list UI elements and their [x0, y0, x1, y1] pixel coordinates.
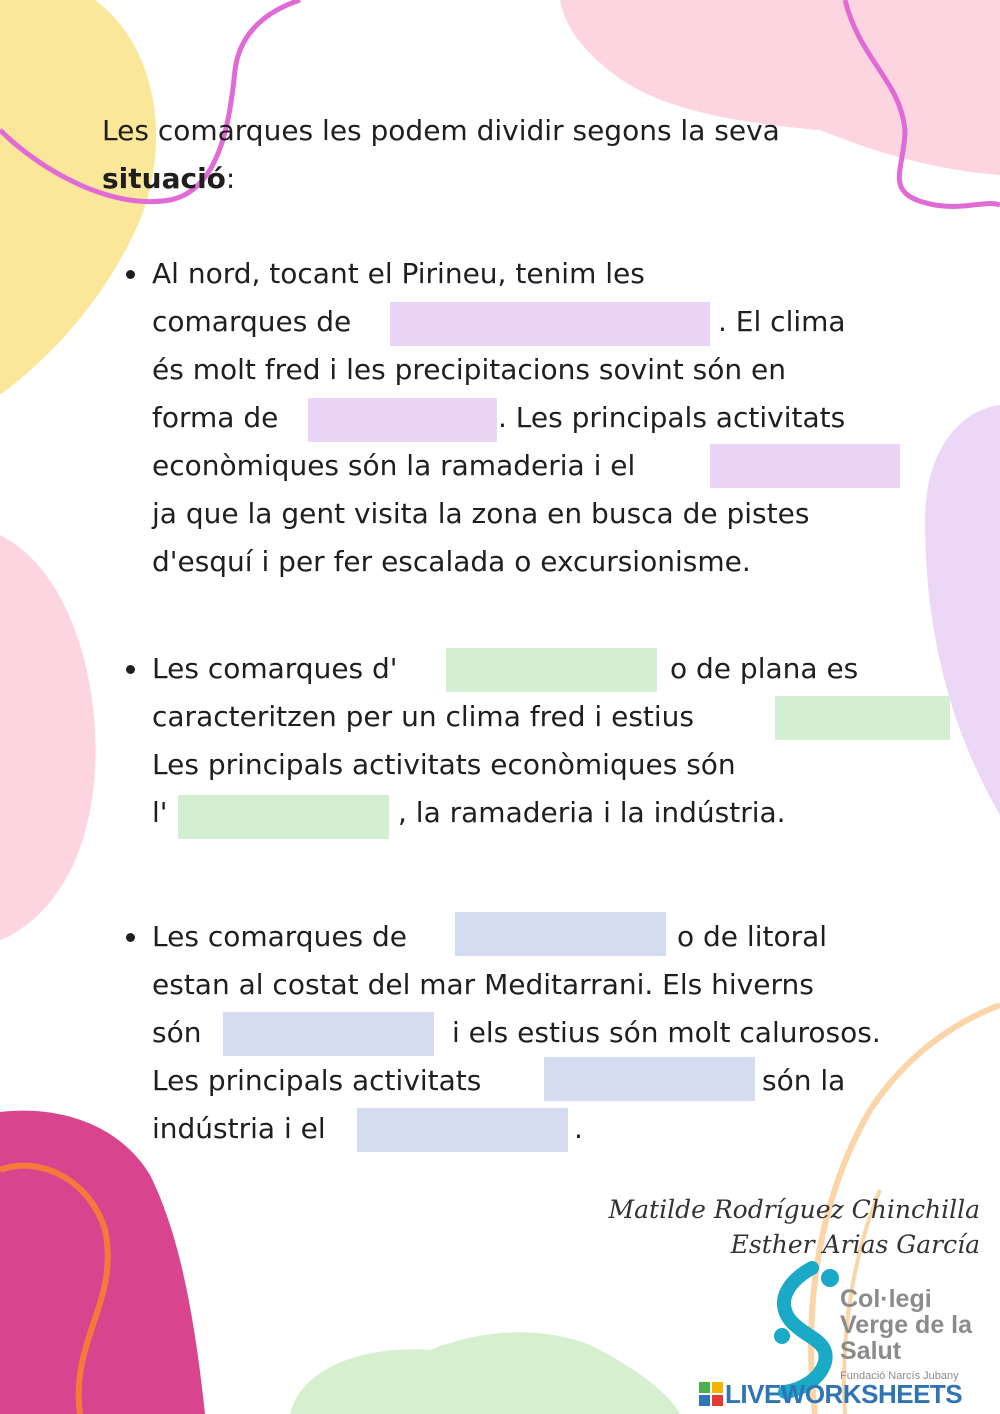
bullet-3 — [126, 933, 135, 942]
blank-costa[interactable] — [455, 912, 666, 956]
s2-line-3: Les principals activitats econòmiques són — [152, 748, 736, 781]
intro-colon: : — [225, 162, 236, 195]
blank-turisme[interactable] — [710, 444, 900, 488]
s1-line-6: ja que la gent visita la zona en busca de pistes — [152, 497, 810, 530]
intro-line-2 — [102, 162, 235, 196]
blank-interior[interactable] — [446, 648, 657, 692]
s2-line-1a: Les comarques d' — [152, 652, 398, 685]
blank-activitats-adj[interactable] — [544, 1057, 755, 1101]
s1-line-3: és molt fred i les precipitacions sovint són en — [152, 353, 786, 386]
blank-estius-adj[interactable] — [775, 696, 950, 740]
blank-neu[interactable] — [308, 398, 497, 442]
blank-hiverns-adj[interactable] — [223, 1012, 434, 1056]
s1-line-4b: . Les principals activitats — [498, 401, 846, 434]
s2-line-2: caracteritzen per un clima fred i estius — [152, 700, 694, 733]
liveworksheets-logo-icon — [699, 1382, 723, 1406]
s3-line-3b: i els estius són molt calurosos. — [452, 1016, 881, 1049]
s3-line-4b: són la — [762, 1064, 846, 1097]
s2-line-4b: , la ramaderia i la indústria. — [398, 796, 786, 829]
bullet-2 — [126, 665, 135, 674]
s1-line-1: Al nord, tocant el Pirineu, tenim les — [152, 257, 645, 290]
s2-line-1b: o de plana es — [670, 652, 859, 685]
school-name-line-2: Verge de la — [840, 1311, 973, 1339]
blank-agricultura[interactable] — [178, 795, 389, 839]
school-name-line-1: Col·legi — [840, 1285, 932, 1313]
blank-muntanya[interactable] — [390, 302, 710, 346]
blank-servei[interactable] — [357, 1108, 568, 1152]
s3-line-2: estan al costat del mar Meditarrani. Els hiverns — [152, 968, 814, 1001]
intro-line-1: Les comarques les podem dividir segons la seva — [102, 114, 780, 147]
s3-line-3a: són — [152, 1016, 202, 1049]
school-foundation: Fundació Narcís Jubany — [840, 1370, 959, 1382]
s1-line-2b: . El clima — [718, 305, 846, 338]
s2-line-4a: l' — [152, 796, 168, 829]
s3-line-1a: Les comarques de — [152, 920, 408, 953]
s3-line-1b: o de litoral — [677, 920, 828, 953]
liveworksheets-watermark: LIVEWORKSHEETS — [725, 1379, 963, 1409]
author-1: Matilde Rodríguez Chinchilla — [608, 1195, 980, 1224]
author-2: Esther Arias García — [730, 1230, 980, 1259]
s3-line-5a: indústria i el — [152, 1112, 326, 1145]
s1-line-7: d'esquí i per fer escalada o excursionisme. — [152, 545, 751, 578]
bullet-1 — [126, 270, 135, 279]
s1-line-5: econòmiques són la ramaderia i el — [152, 449, 636, 482]
s3-line-4a: Les principals activitats — [152, 1064, 482, 1097]
s1-line-4a: forma de — [152, 401, 279, 434]
school-name-line-3: Salut — [840, 1337, 902, 1365]
s1-line-2a: comarques de — [152, 305, 352, 338]
s3-line-5b: . — [574, 1112, 583, 1145]
intro-bold-word: situació — [102, 162, 226, 195]
